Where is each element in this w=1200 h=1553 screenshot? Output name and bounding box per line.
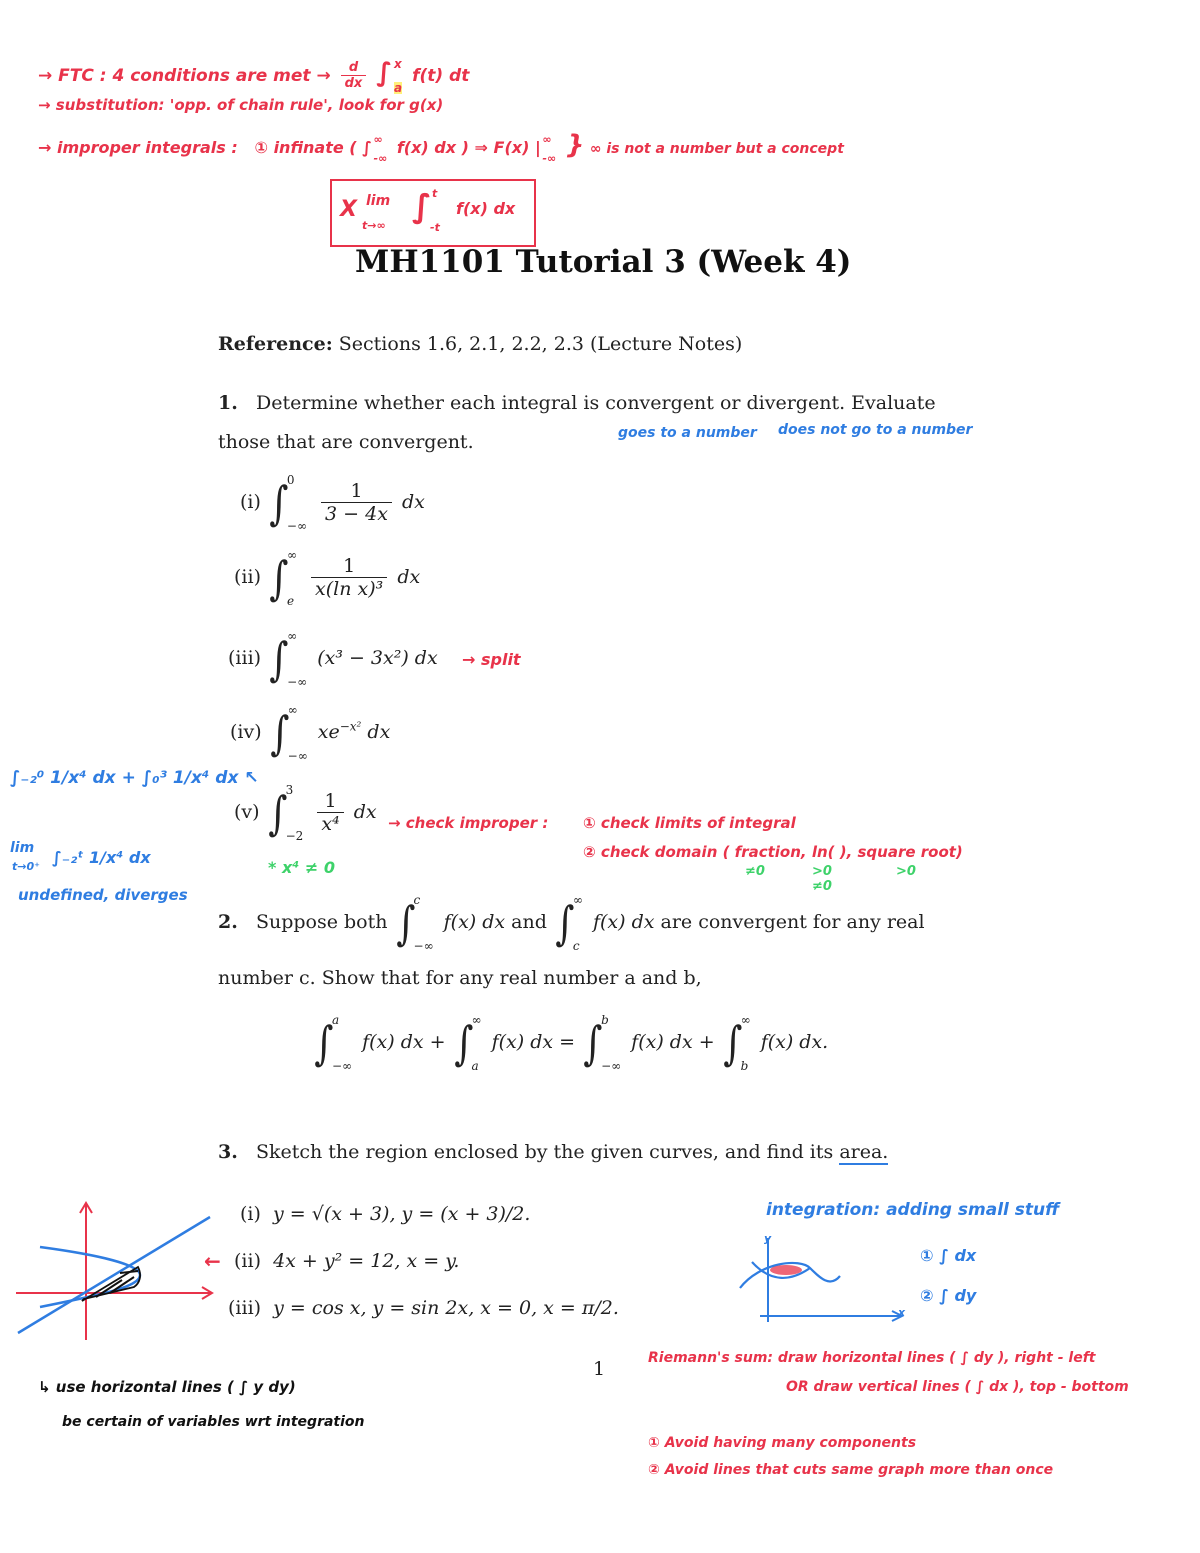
note-not-number: does not go to a number: [778, 422, 973, 438]
q3-i-label: (i): [240, 1203, 261, 1225]
q2-eq2-limits: [601, 1014, 621, 1072]
q1-iii-lo: −∞: [287, 675, 308, 689]
q2-eq0-body: f(x) dx +: [362, 1031, 446, 1053]
improper-note: [38, 130, 844, 164]
q1-i-hi: 0: [286, 473, 295, 487]
q2-line1: [218, 894, 925, 952]
q3-iii-label: (iii): [228, 1297, 262, 1319]
q3-i-text: y = √(x + 3), y = (x + 3)/2.: [273, 1203, 531, 1225]
box-f: f(x) dx: [456, 199, 516, 218]
ftc-label: → FTC : 4 conditions are met →: [38, 66, 331, 86]
integral-sign: ∫: [395, 896, 416, 950]
sketch-hatch: [120, 1271, 138, 1273]
integration-sketch: [730, 1232, 910, 1332]
improper-eval-lo: -∞: [542, 151, 557, 165]
brace: }: [565, 130, 585, 160]
q2-eq3-body: f(x) dx.: [760, 1031, 829, 1053]
integration-title: integration: adding small stuff: [766, 1200, 1060, 1220]
ftc-lo: a: [394, 81, 403, 95]
q2-line2: number c. Show that for any real number a and b,: [218, 967, 702, 989]
q3-line: [218, 1141, 888, 1163]
avoid-line2: ② Avoid lines that cuts same graph more than once: [648, 1462, 1054, 1478]
q1-i-label: (i): [240, 491, 261, 513]
q2-int1-lo: −∞: [413, 939, 434, 953]
q1-ii-dx: dx: [397, 566, 421, 588]
q2-eq1-hi: ∞: [471, 1013, 482, 1027]
ftc-int: ∫: [376, 58, 393, 88]
ftc-derivative: [341, 61, 367, 92]
ftc-hi: x: [394, 57, 402, 71]
use-horizontal-note: ↳ use horizontal lines ( ∫ y dy): [38, 1378, 296, 1396]
ftc-d: d: [348, 59, 359, 75]
q2-text-b: are convergent for any real: [660, 911, 925, 933]
integral-sign: ∫: [270, 706, 290, 760]
integral-sign: ∫: [269, 476, 289, 530]
q1-item-i: [240, 474, 425, 532]
neq0-a: ≠0: [745, 864, 765, 879]
box-mt: -t: [430, 221, 440, 234]
check-domain-note: ② check domain ( fraction, ln( ), square root): [583, 843, 963, 861]
ftc-dx: dx: [341, 75, 367, 92]
q1-v-limits: [286, 784, 304, 842]
integral-sign: ∫: [268, 786, 288, 840]
q1-ii-lo: e: [287, 594, 295, 608]
int-y-label: y: [764, 1232, 772, 1245]
q3-iii-text: y = cos x, y = sin 2x, x = 0, x = π/2.: [273, 1297, 619, 1319]
improper-label: → improper integrals :: [38, 138, 238, 157]
improper-eval-limits: [542, 134, 556, 164]
int-x-label: x: [898, 1306, 906, 1319]
int-dx: ① ∫ dx: [920, 1246, 977, 1265]
q2-text-a: Suppose both: [255, 911, 388, 933]
page-title: MH1101 Tutorial 3 (Week 4): [355, 244, 852, 280]
q1-ii-num: 1: [343, 554, 356, 577]
q2-int1-hi: c: [413, 893, 421, 907]
integral-sign: ∫: [314, 1016, 334, 1070]
q1-iv-hi: ∞: [287, 703, 298, 717]
integral-sign: ∫: [453, 1016, 474, 1070]
q1-line1: [218, 392, 936, 414]
q3-text: Sketch the region enclosed by the given curves, and find its: [255, 1141, 834, 1163]
left-int: ∫₋₂ᵗ 1/x⁴ dx: [52, 848, 151, 867]
q3-item-i: [240, 1203, 530, 1225]
q2-int1-body: f(x) dx: [443, 911, 506, 933]
neq0-b: ≠0: [812, 879, 832, 894]
q1-v-frac: [317, 791, 343, 836]
q1-line2: those that are convergent.: [218, 431, 474, 453]
q2-number: 2.: [218, 911, 238, 933]
q1-iv-body: xe: [317, 721, 340, 743]
ftc-limits: [394, 58, 402, 94]
q2-eq1-body: f(x) dx =: [491, 1031, 576, 1053]
integral-sign: ∫: [555, 896, 575, 950]
q1-iv-exp: −x²: [339, 719, 362, 734]
q1-iii-body: (x³ − 3x²) dx: [317, 647, 438, 669]
q3-ii-label: (ii): [234, 1250, 261, 1272]
left-split-note: ∫₋₂⁰ 1/x⁴ dx + ∫₀³ 1/x⁴ dx ↖: [10, 768, 259, 788]
improper-hi: ∞: [373, 132, 383, 146]
q1-iii-limits: [287, 630, 307, 688]
note-goes-to-number: goes to a number: [618, 425, 757, 441]
improper-lo: -∞: [373, 151, 388, 165]
q1-item-v: [234, 784, 377, 842]
q1-iii-hi: ∞: [287, 629, 298, 643]
q2-int1-limits: [414, 894, 434, 952]
page-number: 1: [593, 1358, 606, 1380]
box-t: t: [432, 187, 438, 200]
gt0-b: >0: [896, 864, 916, 879]
q1-iv-lo: −∞: [287, 749, 308, 763]
q1-ii-den: x(ln x)³: [311, 577, 387, 601]
q2-eq1-lo: a: [471, 1059, 479, 1073]
reference-label: Reference:: [218, 333, 333, 355]
reference-text: Sections 1.6, 2.1, 2.2, 2.3 (Lecture Notes): [332, 333, 743, 355]
q1-item-iv: [230, 704, 390, 762]
q3-ii-text: 4x + y² = 12, x = y.: [273, 1250, 460, 1272]
q1-i-limits: [287, 474, 307, 532]
integral-sign: ∫: [269, 551, 289, 605]
q1-item-ii: [234, 549, 420, 607]
q1-i-frac: [321, 481, 392, 526]
q1-v-hi: 3: [285, 783, 294, 797]
q1-v-den: x⁴: [317, 812, 343, 836]
q1-i-lo: −∞: [286, 519, 307, 533]
q1-number: 1.: [218, 392, 238, 414]
q2-int2-lo: c: [572, 939, 580, 953]
q2-eq2-hi: b: [601, 1013, 609, 1027]
int-region: [770, 1265, 802, 1275]
integral-sign: ∫: [723, 1016, 743, 1070]
q2-eq0-limits: [332, 1014, 352, 1072]
q2-eq0-lo: −∞: [331, 1059, 353, 1073]
q1-text1: Determine whether each integral is convergent or divergent. Evaluate: [255, 392, 936, 414]
q1-i-den: 3 − 4x: [321, 502, 392, 526]
q1-ii-label: (ii): [234, 566, 261, 588]
q1-ii-hi: ∞: [287, 548, 297, 562]
check-limits-note: ① check limits of integral: [583, 814, 796, 832]
q1-v-dx: dx: [353, 801, 377, 823]
int-dy: ② ∫ dy: [920, 1286, 977, 1305]
q2-and: and: [511, 911, 547, 933]
check-improper-note: → check improper :: [388, 814, 549, 832]
reference-line: [218, 333, 742, 355]
certain-note: be certain of variables wrt integration: [62, 1414, 365, 1430]
sketch-line: [18, 1217, 210, 1333]
q1-v-label: (v): [234, 801, 260, 823]
left-lim-sub: t→0⁺: [12, 860, 40, 873]
q2-eq3-hi: ∞: [740, 1013, 751, 1027]
q2-equation: [312, 1014, 828, 1072]
q3-item-ii: [234, 1250, 459, 1272]
split-note: → split: [462, 650, 521, 669]
integral-sign: ∫: [269, 632, 289, 686]
substitution-note: → substitution: 'opp. of chain rule', look for g(x): [38, 96, 444, 114]
q1-v-num: 1: [324, 789, 337, 812]
concept-note: ∞ is not a number but a concept: [589, 141, 844, 157]
limit-box: [330, 179, 536, 247]
green-x4-note: * x⁴ ≠ 0: [268, 858, 335, 877]
improper-limits: [374, 134, 388, 164]
q3-item-iii: [228, 1297, 619, 1319]
q2-eq3-lo: b: [740, 1059, 749, 1073]
region-sketch: [10, 1195, 220, 1345]
improper-detail: ① infinate ( ∫: [254, 138, 372, 157]
avoid-line1: ① Avoid having many components: [648, 1435, 917, 1451]
q1-item-iii: [228, 630, 438, 688]
q1-iii-label: (iii): [228, 647, 262, 669]
left-diverges: undefined, diverges: [18, 886, 188, 904]
q1-iv-dx: dx: [361, 721, 391, 743]
q1-ii-frac: [311, 556, 387, 601]
ftc-f: f(t) dt: [412, 66, 470, 86]
q3-area: area.: [839, 1141, 889, 1163]
ftc-note: [38, 58, 469, 94]
q2-eq0-hi: a: [331, 1013, 340, 1027]
improper-mid: f(x) dx ) ⇒ F(x) |: [396, 138, 541, 157]
riemann-line1: Riemann's sum: draw horizontal lines ( ∫ dy ), right - left: [648, 1350, 1096, 1366]
box-int: ∫: [412, 187, 432, 225]
box-x: X: [340, 197, 357, 222]
left-lim: lim: [10, 840, 35, 856]
gt0-a: >0: [812, 864, 832, 879]
q1-iv-limits: [288, 704, 308, 762]
q3-arrow: ←: [204, 1249, 221, 1273]
improper-eval-hi: ∞: [542, 132, 552, 146]
q1-v-lo: −2: [285, 829, 304, 843]
q2-eq2-body: f(x) dx +: [631, 1031, 715, 1053]
q2-eq2-lo: −∞: [601, 1059, 622, 1073]
box-lim: lim: [366, 193, 391, 209]
q2-int2-hi: ∞: [572, 893, 583, 907]
box-sub: t→∞: [362, 219, 386, 232]
q1-iv-label: (iv): [230, 721, 262, 743]
q2-int2-body: f(x) dx: [592, 911, 655, 933]
riemann-line2: OR draw vertical lines ( ∫ dx ), top - bottom: [786, 1379, 1129, 1395]
integral-sign: ∫: [583, 1016, 603, 1070]
q1-i-num: 1: [350, 479, 363, 502]
q3-number: 3.: [218, 1141, 238, 1163]
q1-i-dx: dx: [401, 491, 425, 513]
